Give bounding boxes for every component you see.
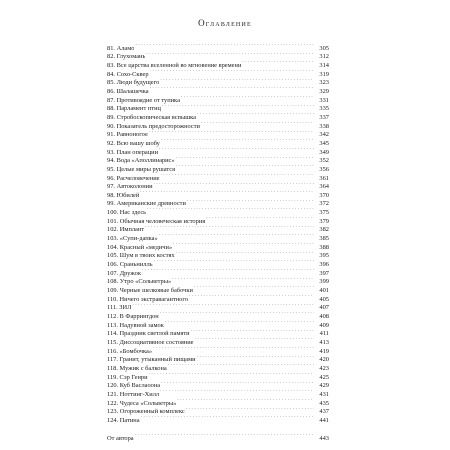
leader-dots bbox=[150, 67, 314, 76]
leader-dots bbox=[150, 84, 314, 93]
leader-dots bbox=[161, 379, 314, 388]
toc-entry-page: 364 bbox=[319, 183, 329, 191]
toc-entry-label: 89. Стробоскопическая вспышка bbox=[107, 113, 197, 121]
toc-entry-page: 429 bbox=[319, 382, 329, 390]
toc-entry-page: 361 bbox=[319, 174, 329, 182]
toc-entry-page: 408 bbox=[319, 313, 329, 320]
toc-entry-label: 100. Нас здесь bbox=[107, 209, 147, 217]
toc-entry bbox=[107, 41, 329, 50]
toc-entry-label: 94. Вода «Аполлинарис» bbox=[107, 157, 175, 165]
toc-entry-label: 91. Равноногое bbox=[107, 131, 148, 139]
toc-entry-page: 411 bbox=[319, 330, 329, 338]
leader-dots bbox=[191, 327, 314, 336]
toc-entry-label: 108. Утро «Сольветры» bbox=[107, 278, 172, 286]
toc-entry-page: 423 bbox=[319, 364, 329, 372]
toc-entry-label: 112. В Фаррингдон bbox=[107, 313, 159, 320]
toc-entry-page: 323 bbox=[319, 79, 329, 87]
toc-entry-page: 419 bbox=[319, 347, 329, 355]
toc-entry-page: 405 bbox=[319, 295, 329, 303]
toc-entry-label: 119. Сэр Генри bbox=[107, 373, 148, 381]
toc-entry-page: 385 bbox=[319, 235, 329, 243]
toc-entry-label: 122. Чудеса «Сольветры» bbox=[107, 399, 177, 407]
leader-dots bbox=[176, 154, 314, 163]
toc-entry-label: 97. Автоколонии bbox=[107, 183, 153, 191]
leader-dots bbox=[177, 396, 314, 405]
toc-entry-label: 83. Все царства вселенной во мгновение времени bbox=[107, 61, 242, 69]
toc-entry-page: 407 bbox=[319, 304, 329, 312]
toc-entry-afterword bbox=[107, 431, 329, 443]
leader-dots bbox=[165, 318, 314, 327]
leader-dots bbox=[160, 387, 314, 396]
toc-entry-label: 86. Шалашечка bbox=[107, 87, 149, 95]
leader-dots bbox=[197, 110, 314, 119]
toc-entry bbox=[107, 197, 329, 206]
toc-entry-label: 114. Праздник светлой памяти bbox=[107, 330, 190, 338]
leader-dots bbox=[195, 335, 315, 344]
toc-entry-page: 370 bbox=[319, 191, 329, 199]
toc-entry-page: 352 bbox=[319, 157, 329, 165]
toc-entry-page: 396 bbox=[319, 261, 329, 269]
leader-dots bbox=[187, 197, 314, 206]
leader-dots bbox=[197, 353, 314, 362]
leader-dots bbox=[160, 76, 314, 85]
toc-entry-page: 314 bbox=[319, 61, 329, 69]
toc-entry-label: 90. Показатель предосторожности bbox=[107, 122, 200, 130]
toc-entry bbox=[107, 188, 329, 197]
toc-entry-label: 98. Юбилей bbox=[107, 191, 140, 199]
toc-entry-label: 111. ЗИЛ bbox=[107, 304, 132, 312]
leader-dots bbox=[172, 275, 314, 284]
leader-dots bbox=[162, 102, 314, 111]
toc-entry-page: 342 bbox=[319, 131, 329, 139]
leader-dots bbox=[161, 171, 314, 180]
toc-entry-label: 123. Огороженный комплекс bbox=[107, 408, 185, 416]
toc-entry-label: 99. Американские древности bbox=[107, 200, 186, 208]
toc-entry-label: 88. Парламент птиц bbox=[107, 105, 161, 113]
toc-entry bbox=[107, 50, 329, 59]
toc-entry-page: 345 bbox=[319, 139, 329, 147]
leader-dots bbox=[181, 93, 314, 102]
leader-dots bbox=[189, 292, 314, 301]
table-of-contents bbox=[107, 41, 329, 422]
toc-entry-label: 107. Дружок bbox=[107, 269, 141, 277]
leader-dots bbox=[149, 370, 315, 379]
toc-entry bbox=[107, 309, 329, 318]
toc-entry-label: 115. Диссоциативное состояние bbox=[107, 338, 194, 346]
toc-entry-label: 96. Расчеловечение bbox=[107, 174, 160, 182]
toc-entry-page: 338 bbox=[319, 122, 329, 130]
leader-dots bbox=[147, 205, 314, 214]
toc-entry-page: 305 bbox=[319, 44, 329, 52]
toc-entry-page: 409 bbox=[319, 321, 329, 329]
leader-dots bbox=[161, 136, 314, 145]
toc-entry-page: 372 bbox=[319, 200, 329, 208]
leader-dots bbox=[153, 344, 314, 353]
toc-entry-label: 95. Целые миры рушатся bbox=[107, 165, 176, 173]
toc-entry-label: 102. Имплант bbox=[107, 226, 145, 234]
leader-dots bbox=[145, 223, 314, 232]
leader-dots bbox=[168, 361, 314, 370]
leader-dots bbox=[176, 162, 314, 171]
toc-entry-page: 319 bbox=[319, 70, 329, 78]
toc-entry-page: 356 bbox=[319, 165, 329, 173]
leader-dots bbox=[159, 231, 314, 240]
toc-entry-label: 105. Шум в твоих костях bbox=[107, 252, 175, 260]
leader-dots bbox=[173, 240, 314, 249]
toc-entry-page: 388 bbox=[319, 243, 329, 251]
toc-entry-label: 87. Противоядие от тупика bbox=[107, 96, 180, 104]
toc-entry-page: 397 bbox=[319, 269, 329, 277]
toc-entry-label: От автора bbox=[107, 434, 134, 442]
toc-entry-label: 82. Глухомань bbox=[107, 53, 146, 61]
leader-dots bbox=[135, 431, 314, 440]
toc-entry-page: 401 bbox=[319, 287, 329, 295]
toc-entry-label: 93. План операции bbox=[107, 148, 158, 156]
toc-entry-page: 420 bbox=[319, 356, 329, 364]
leader-dots bbox=[242, 58, 314, 67]
toc-entry-label: 117. Гранит, утыканный пищами bbox=[107, 356, 196, 364]
toc-entry-page: 329 bbox=[319, 87, 329, 95]
leader-dots bbox=[206, 214, 314, 223]
leader-dots bbox=[146, 50, 314, 59]
leader-dots bbox=[160, 309, 314, 318]
toc-entry-page: 399 bbox=[319, 278, 329, 286]
leader-dots bbox=[140, 188, 314, 197]
page-title: Оглавление bbox=[198, 18, 252, 28]
toc-entry-label: 101. Обычная человеческая история bbox=[107, 217, 206, 225]
toc-entry-label: 110. Ничего экстравагантного bbox=[107, 295, 189, 303]
toc-entry-label: 118. Мужик с балкона bbox=[107, 364, 167, 372]
leader-dots bbox=[135, 41, 314, 50]
leader-dots bbox=[141, 413, 314, 422]
toc-entry-label: 85. Люди будущего bbox=[107, 79, 160, 87]
leader-dots bbox=[159, 145, 314, 154]
leader-dots bbox=[176, 249, 314, 258]
toc-entry-page: 443 bbox=[319, 434, 329, 442]
toc-entry-label: 84. Сохо-Сквер bbox=[107, 70, 149, 78]
toc-entry-label: 124. Патина bbox=[107, 416, 140, 424]
toc-entry-page: 331 bbox=[319, 96, 329, 104]
leader-dots bbox=[201, 119, 314, 128]
toc-entry-label: 116. «Бомбочка» bbox=[107, 347, 153, 355]
toc-entry-page: 413 bbox=[319, 338, 329, 346]
toc-entry-page: 441 bbox=[319, 416, 329, 424]
leader-dots bbox=[154, 180, 315, 189]
leader-dots bbox=[142, 266, 314, 275]
toc-entry-label: 92. Всю вашу шобу bbox=[107, 139, 160, 147]
toc-entry-label: 121. Ноттинг-Хилл bbox=[107, 390, 160, 398]
toc-entry-page: 437 bbox=[319, 408, 329, 416]
toc-entry-label: 120. Куб Васлаоона bbox=[107, 382, 161, 390]
leader-dots bbox=[194, 283, 314, 292]
leader-dots bbox=[132, 301, 314, 310]
toc-entry-label: 113. Надувной замок bbox=[107, 321, 164, 329]
toc-entry-page: 435 bbox=[319, 399, 329, 407]
toc-entry-label: 109. Черные шелковые бабочки bbox=[107, 287, 193, 295]
toc-entry-page: 312 bbox=[319, 53, 329, 61]
toc-entry bbox=[107, 413, 329, 422]
toc-entry-label: 81. Аламо bbox=[107, 44, 135, 52]
toc-entry-label: 104. Красный «медичи» bbox=[107, 243, 173, 251]
leader-dots bbox=[149, 128, 314, 137]
toc-entry-page: 335 bbox=[319, 105, 329, 113]
toc-entry-page: 337 bbox=[319, 113, 329, 121]
toc-entry-page: 431 bbox=[319, 390, 329, 398]
toc-entry-page: 382 bbox=[319, 226, 329, 234]
leader-dots bbox=[154, 257, 314, 266]
toc-entry-page: 375 bbox=[319, 209, 329, 217]
toc-entry-page: 379 bbox=[319, 217, 329, 225]
toc-entry-label: 106. Сраньнилль bbox=[107, 261, 153, 269]
toc-entry bbox=[107, 301, 329, 310]
toc-entry-page: 425 bbox=[319, 373, 329, 381]
toc-entry-page: 349 bbox=[319, 148, 329, 156]
leader-dots bbox=[186, 405, 314, 414]
toc-entry-label: 103. «Супи-дапка» bbox=[107, 235, 158, 243]
toc-entry-page: 395 bbox=[319, 252, 329, 260]
